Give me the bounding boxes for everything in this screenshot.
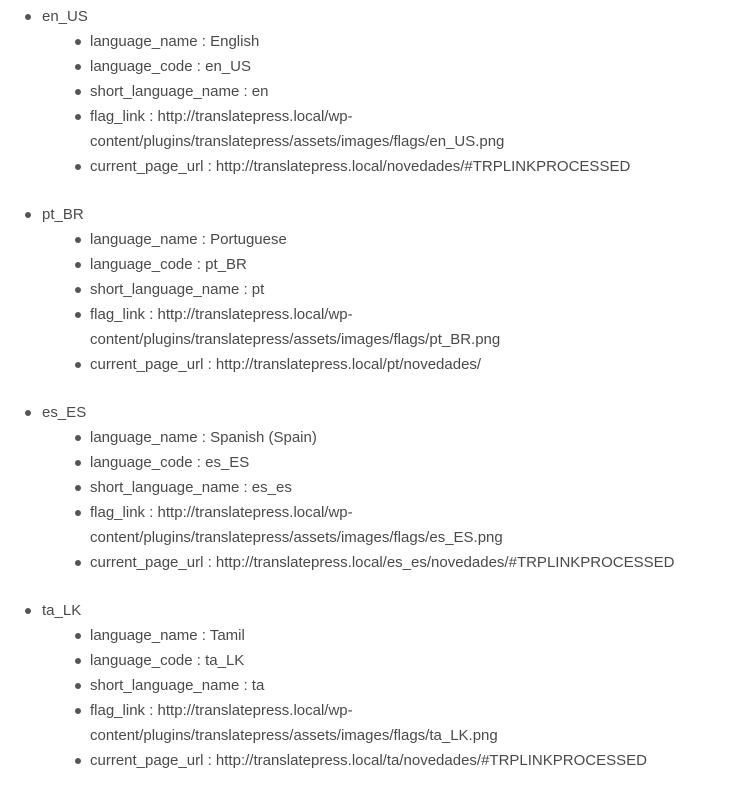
property-key: language_code : xyxy=(90,256,201,273)
property-value-continued: content/plugins/translatepress/assets/images/flags/ta_LK.png xyxy=(90,727,498,744)
property-value: http://translatepress.local/wp- xyxy=(157,108,353,125)
language-item-ta-lk xyxy=(0,598,740,773)
property-key: flag_link : xyxy=(90,108,154,125)
property-key: flag_link : xyxy=(90,702,154,719)
property-language-name xyxy=(42,29,740,54)
property-value: http://translatepress.local/wp- xyxy=(157,306,353,323)
property-value: ta_LK xyxy=(205,652,245,669)
property-language-name xyxy=(42,425,740,450)
property-short-language-name xyxy=(42,277,740,302)
property-value: es_ES xyxy=(205,454,250,471)
property-flag-link xyxy=(42,302,740,352)
property-value: http://translatepress.local/ta/novedades/#TRPLINKPROCESSED xyxy=(215,752,647,769)
property-value: es_es xyxy=(251,479,292,496)
language-code-heading: ta_LK xyxy=(42,602,82,619)
property-key: short_language_name : xyxy=(90,281,248,298)
property-key: language_code : xyxy=(90,454,201,471)
property-current-page-url xyxy=(42,352,740,377)
property-value: Portuguese xyxy=(210,231,287,248)
property-list xyxy=(42,425,740,575)
property-key: current_page_url : xyxy=(90,158,212,175)
property-value: en xyxy=(251,83,269,100)
property-value: pt_BR xyxy=(205,256,247,273)
property-key: flag_link : xyxy=(90,306,154,323)
property-language-code xyxy=(42,54,740,79)
property-language-code xyxy=(42,648,740,673)
property-short-language-name xyxy=(42,79,740,104)
property-value: Tamil xyxy=(209,627,245,644)
property-key: language_name : xyxy=(90,429,206,446)
property-value: English xyxy=(210,33,260,50)
language-item-es-es xyxy=(0,400,740,575)
property-value: Spanish (Spain) xyxy=(210,429,317,446)
property-value: http://translatepress.local/es_es/novedades/#TRPLINKPROCESSED xyxy=(215,554,675,571)
property-key: language_name : xyxy=(90,627,206,644)
property-language-name xyxy=(42,623,740,648)
property-key: current_page_url : xyxy=(90,554,212,571)
property-key: flag_link : xyxy=(90,504,154,521)
property-key: current_page_url : xyxy=(90,356,212,373)
property-key: current_page_url : xyxy=(90,752,212,769)
property-value-continued: content/plugins/translatepress/assets/images/flags/es_ES.png xyxy=(90,529,503,546)
property-key: language_name : xyxy=(90,33,206,50)
language-code-heading: es_ES xyxy=(42,404,87,421)
property-flag-link xyxy=(42,500,740,550)
property-language-name xyxy=(42,227,740,252)
property-short-language-name xyxy=(42,673,740,698)
property-value: http://translatepress.local/wp- xyxy=(157,702,353,719)
property-key: language_name : xyxy=(90,231,206,248)
property-key: language_code : xyxy=(90,58,201,75)
property-key: short_language_name : xyxy=(90,83,248,100)
property-value-continued: content/plugins/translatepress/assets/images/flags/pt_BR.png xyxy=(90,331,501,348)
property-list xyxy=(42,29,740,179)
property-language-code xyxy=(42,450,740,475)
property-value: http://translatepress.local/novedades/#TRPLINKPROCESSED xyxy=(215,158,631,175)
property-value: en_US xyxy=(205,58,251,75)
language-code-heading: en_US xyxy=(42,8,88,25)
property-flag-link xyxy=(42,698,740,748)
property-language-code xyxy=(42,252,740,277)
property-list xyxy=(42,227,740,377)
property-key: short_language_name : xyxy=(90,479,248,496)
property-key: language_code : xyxy=(90,652,201,669)
language-item-pt-br xyxy=(0,202,740,377)
property-current-page-url xyxy=(42,550,740,575)
property-current-page-url xyxy=(42,154,740,179)
property-value: http://translatepress.local/wp- xyxy=(157,504,353,521)
property-key: short_language_name : xyxy=(90,677,248,694)
property-short-language-name xyxy=(42,475,740,500)
property-value-continued: content/plugins/translatepress/assets/images/flags/en_US.png xyxy=(90,133,505,150)
language-code-heading: pt_BR xyxy=(42,206,84,223)
property-value: ta xyxy=(251,677,265,694)
property-flag-link xyxy=(42,104,740,154)
language-item-en-us xyxy=(0,4,740,179)
property-value: pt xyxy=(251,281,265,298)
property-current-page-url xyxy=(42,748,740,773)
property-value: http://translatepress.local/pt/novedades/ xyxy=(215,356,482,373)
property-list xyxy=(42,623,740,773)
